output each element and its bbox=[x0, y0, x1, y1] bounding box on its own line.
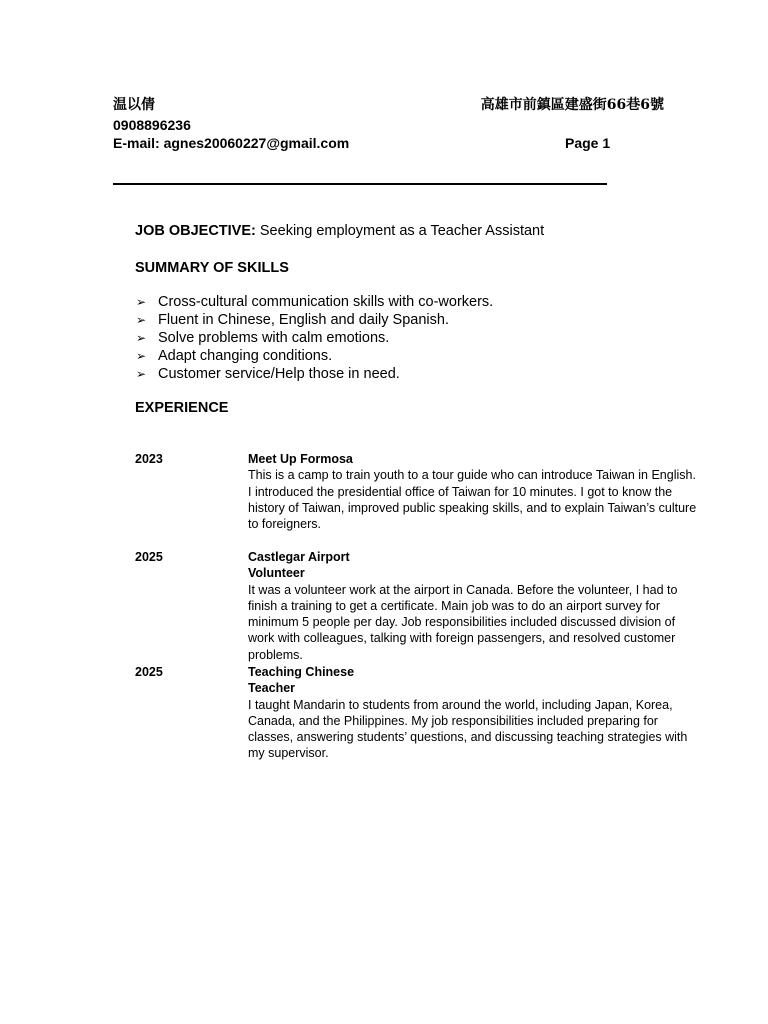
entry-role: Volunteer bbox=[248, 566, 305, 581]
resume-body bbox=[135, 222, 697, 761]
job-objective bbox=[135, 222, 695, 241]
header-divider bbox=[113, 183, 607, 185]
applicant-address: 高雄市前鎮區建盛街66巷6號 bbox=[480, 97, 664, 113]
entry-content bbox=[248, 451, 698, 532]
entry-description: This is a camp to train youth to a tour guide who can introduce Taiwan in English. I introduced the presidential office of Taiwan for 10 minutes. I got to know the history of Taiwan, improved public speaking skills, and to explain Taiwan’s culture to foreigners. bbox=[248, 468, 697, 532]
skill-text: Fluent in Chinese, English and daily Spanish. bbox=[158, 312, 449, 328]
entry-description: I taught Mandarin to students from around the world, including Japan, Korea, Canada, and the Philippines. My job responsibilities included preparing for classes, answering students’ questions, and discussing teaching strategies with my supervisor. bbox=[248, 697, 688, 761]
skill-text: Solve problems with calm emotions. bbox=[158, 330, 390, 346]
entry-year: 2025 bbox=[135, 550, 163, 564]
arrow-bullet-icon: ➢ bbox=[136, 349, 147, 363]
entry-title: Meet Up Formosa bbox=[248, 452, 353, 466]
job-objective-text: Seeking employment as a Teacher Assistant bbox=[255, 223, 545, 239]
page-number: Page 1 bbox=[565, 135, 611, 151]
list-item bbox=[135, 293, 493, 311]
entry-year: 2023 bbox=[135, 452, 163, 466]
entry-content bbox=[248, 664, 698, 762]
list-item bbox=[135, 311, 493, 329]
arrow-bullet-icon: ➢ bbox=[136, 331, 147, 345]
experience-heading: EXPERIENCE bbox=[135, 400, 229, 416]
entry-description: It was a volunteer work at the airport in Canada. Before the volunteer, I had to finish a training to get a certificate. Main job was to do an airport survey for minimum 5 people per day. Job responsibilities included discussed division of work with colleagues, talking with foreign passengers, and resolved customer problems. bbox=[248, 582, 678, 662]
entry-title: Castlegar Airport bbox=[248, 550, 350, 564]
entry-role: Teacher bbox=[248, 681, 296, 696]
arrow-bullet-icon: ➢ bbox=[136, 313, 147, 327]
entry-year: 2025 bbox=[135, 665, 163, 679]
entry-title: Teaching Chinese bbox=[248, 665, 355, 679]
skills-heading: SUMMARY OF SKILLS bbox=[135, 260, 289, 276]
list-item bbox=[135, 329, 493, 347]
applicant-phone: 0908896236 bbox=[113, 117, 191, 133]
entry-content bbox=[248, 549, 698, 663]
applicant-name: 温以倩 bbox=[113, 97, 155, 113]
skill-text: Cross-cultural communication skills with co-workers. bbox=[158, 294, 494, 310]
skills-list bbox=[135, 293, 493, 383]
arrow-bullet-icon: ➢ bbox=[136, 367, 147, 381]
job-objective-label: JOB OBJECTIVE: bbox=[135, 223, 256, 239]
skill-text: Customer service/Help those in need. bbox=[158, 366, 400, 382]
list-item bbox=[135, 365, 493, 383]
arrow-bullet-icon: ➢ bbox=[136, 295, 147, 309]
skill-text: Adapt changing conditions. bbox=[158, 348, 333, 364]
applicant-email: E-mail: agnes20060227@gmail.com bbox=[113, 135, 350, 151]
list-item bbox=[135, 347, 493, 365]
